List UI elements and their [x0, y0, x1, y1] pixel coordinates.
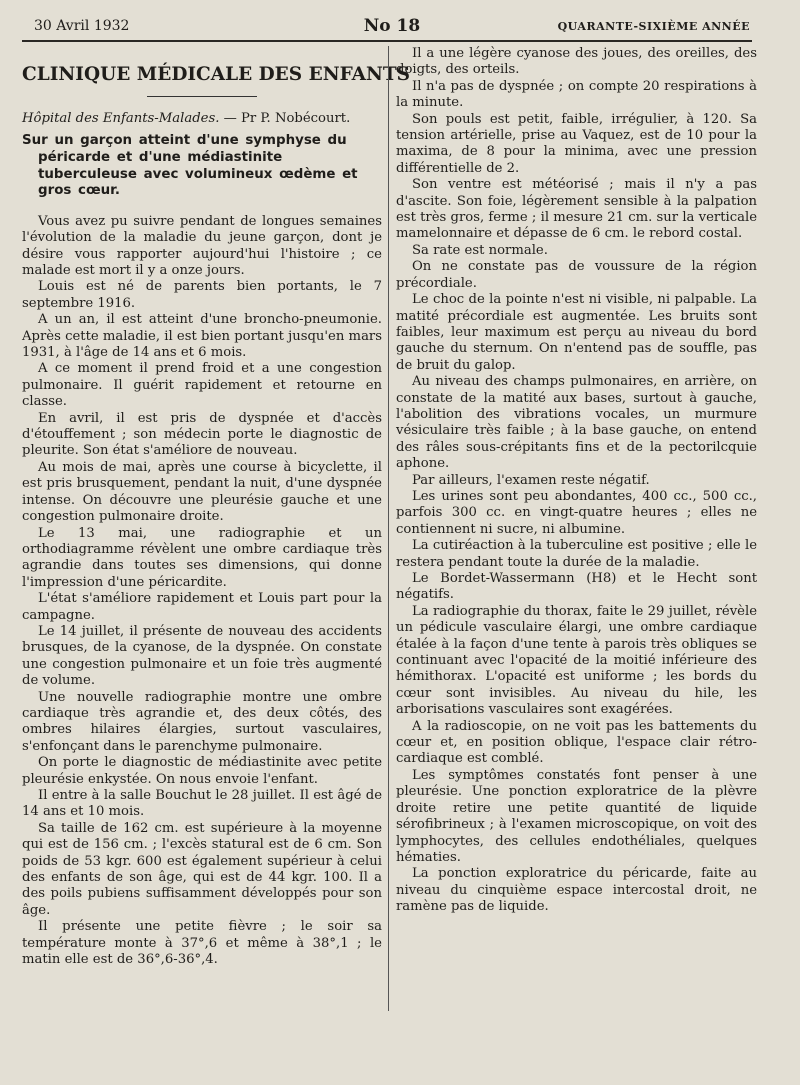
paragraph: On ne constate pas de voussure de la région précordiale. — [396, 259, 757, 291]
paragraph: Au mois de mai, après une course à bicyclette, il est pris brusquement, pendant la nuit, d'une dyspnée intense. On découvre une pleurésie gauche et une congestion pulmonaire droite. — [22, 459, 382, 525]
paragraph: Son pouls est petit, faible, irrégulier, à 120. Sa tension artérielle, prise au Vaquez, est de 10 pour la maxima, de 8 pour la minima, avec une pression différentielle de 2. — [396, 111, 757, 176]
issue-number: No 18 — [363, 16, 421, 36]
paragraph: En avril, il est pris de dyspnée et d'accès d'étouffement ; son médecin porte le diagnostic de pleurite. Son état s'améliore de nouveau. — [22, 410, 382, 459]
hospital-name: Hôpital des Enfants-Malades. — [22, 111, 220, 126]
section-title: CLINIQUE MÉDICALE DES ENFANTS — [22, 64, 411, 85]
paragraph: Louis est né de parents bien portants, le 7 septembre 1916. — [22, 279, 382, 311]
paragraph: L'état s'améliore rapidement et Louis part pour la campagne. — [22, 591, 382, 623]
paragraph: A un an, il est atteint d'une broncho-pneumonie. Après cette maladie, il est bien portant jusqu'en mars 1931, à l'âge de 14 ans et 6 mois. — [22, 312, 382, 361]
paragraph: Il entre à la salle Bouchut le 28 juillet. Il est âgé de 14 ans et 10 mois. — [22, 788, 382, 820]
paragraph: Une nouvelle radiographie montre une ombre cardiaque très agrandie et, des deux côtés, des ombres hilaires élargies, surtout vasculaires, s'enfonçant dans le parenchyme pulmonaire. — [22, 689, 382, 754]
article-subtitle: Sur un garçon atteint d'une symphyse du péricarde et d'une médiastinite tuberculeuse avec volumineux œdème et gros cœur. — [22, 133, 358, 199]
title-divider — [147, 96, 257, 97]
paragraph: La ponction exploratrice du péricarde, faite au niveau du cinquième espace intercostal droit, ne ramène pas de liquide. — [396, 866, 757, 915]
paragraph: Le 13 mai, une radiographie et un orthodiagramme révèlent une ombre cardiaque très agrandie dans toutes ses dimensions, qui donne l'impression d'une péricardite. — [22, 525, 382, 590]
paragraph: Les symptômes constatés font penser à une pleurésie. Une ponction exploratrice de la plèvre droite retire une petite quantité de liquide sérofibrineux ; à l'examen microscopique, on voit des lymphocytes, des cellules endothéliales, quelques hématies. — [396, 767, 757, 865]
paragraph: Vous avez pu suivre pendant de longues semaines l'évolution de la maladie du jeune garçon, dont je désire vous rapporter aujourd'hui l'histoire ; ce malade est mort il y a onze jours. — [22, 213, 382, 278]
right-column — [396, 46, 757, 916]
paragraph: Les urines sont peu abondantes, 400 cc., 500 cc., parfois 300 cc. en vingt-quatre heures ; elles ne contiennent ni sucre, ni albumine. — [396, 488, 757, 537]
issue-date: 30 Avril 1932 — [34, 18, 130, 34]
paragraph: Au niveau des champs pulmonaires, en arrière, on constate de la matité aux bases, surtout à gauche, l'abolition des vibrations vocales, un murmure vésiculaire très faible ; à la base gauche, on entend des râles sous-crépitants fins et de la pectorilcquie aphone. — [396, 374, 757, 472]
paragraph: Il présente une petite fièvre ; le soir sa température monte à 37°,6 et même à 38°,1 ; le matin elle est de 36°,6-36°,4. — [22, 919, 382, 968]
publication-year: QUARANTE-SIXIÈME ANNÉE — [557, 20, 750, 33]
paragraph: Il n'a pas de dyspnée ; on compte 20 respirations à la minute. — [396, 78, 757, 111]
paragraph: A la radioscopie, on ne voit pas les battements du cœur et, en position oblique, l'espace clair rétro-cardiaque est comblé. — [396, 718, 757, 767]
left-body-text — [22, 214, 382, 969]
page-header — [34, 18, 750, 40]
paragraph: Le 14 juillet, il présente de nouveau des accidents brusques, de la cyanose, de la dyspnée. On constate une congestion pulmonaire et un foie très augmenté de volume. — [22, 623, 382, 689]
paragraph: Sa taille de 162 cm. est supérieure à la moyenne qui est de 156 cm. ; l'excès statural est de 6 cm. Son poids de 53 kgr. 600 est également supérieur à celui des enfants de son âge, qui est de 44 kgr. 100. Il a des poils pubiens suffisamment développés pour son âge. — [22, 820, 382, 918]
author-name: — Pr P. Nobécourt. — [219, 111, 351, 126]
left-column — [22, 46, 411, 968]
paragraph: Le Bordet-Wassermann (H8) et le Hecht sont négatifs. — [396, 571, 757, 603]
paragraph: Le choc de la pointe n'est ni visible, ni palpable. La matité précordiale est augmentée. Les bruits sont faibles, leur maximum est perçu au niveau du bord gauche du sternum. On n'entend pas de souffle, pas de bruit du galop. — [396, 292, 757, 373]
paragraph: Par ailleurs, l'examen reste négatif. — [412, 472, 650, 488]
paragraph: Il a une légère cyanose des joues, des oreilles, des doigts, des orteils. — [396, 46, 757, 78]
paragraph: La radiographie du thorax, faite le 29 juillet, révèle un pédicule vasculaire élargi, une ombre cardiaque étalée à la façon d'une tente à parois très obliques se continuant avec l'opacité de la moitié inférieure des hémithorax. L'opacité est uniforme ; les bords du cœur sont invisibles. Au niveau du hile, les arborisations vasculaires sont exagérées. — [396, 603, 757, 718]
paragraph: Son ventre est météorisé ; mais il n'y a pas d'ascite. Son foie, légèrement sensible à la palpation est très gros, ferme ; il mesure 21 cm. sur la verticale mamelonnaire et dépasse de 6 cm. le rebord costal. — [396, 177, 757, 242]
paragraph: A ce moment il prend froid et a une congestion pulmonaire. Il guérit rapidement et retourne en classe. — [22, 361, 382, 410]
paragraph: La cutiréaction à la tuberculine est positive ; elle le restera pendant toute la durée de la maladie. — [396, 538, 757, 570]
header-rule — [22, 40, 752, 42]
paragraph: On porte le diagnostic de médiastinite avec petite pleurésie enkystée. On nous envoie l'enfant. — [22, 755, 382, 787]
byline — [22, 111, 382, 127]
column-separator — [388, 46, 389, 1011]
paragraph: Sa rate est normale. — [412, 242, 548, 258]
